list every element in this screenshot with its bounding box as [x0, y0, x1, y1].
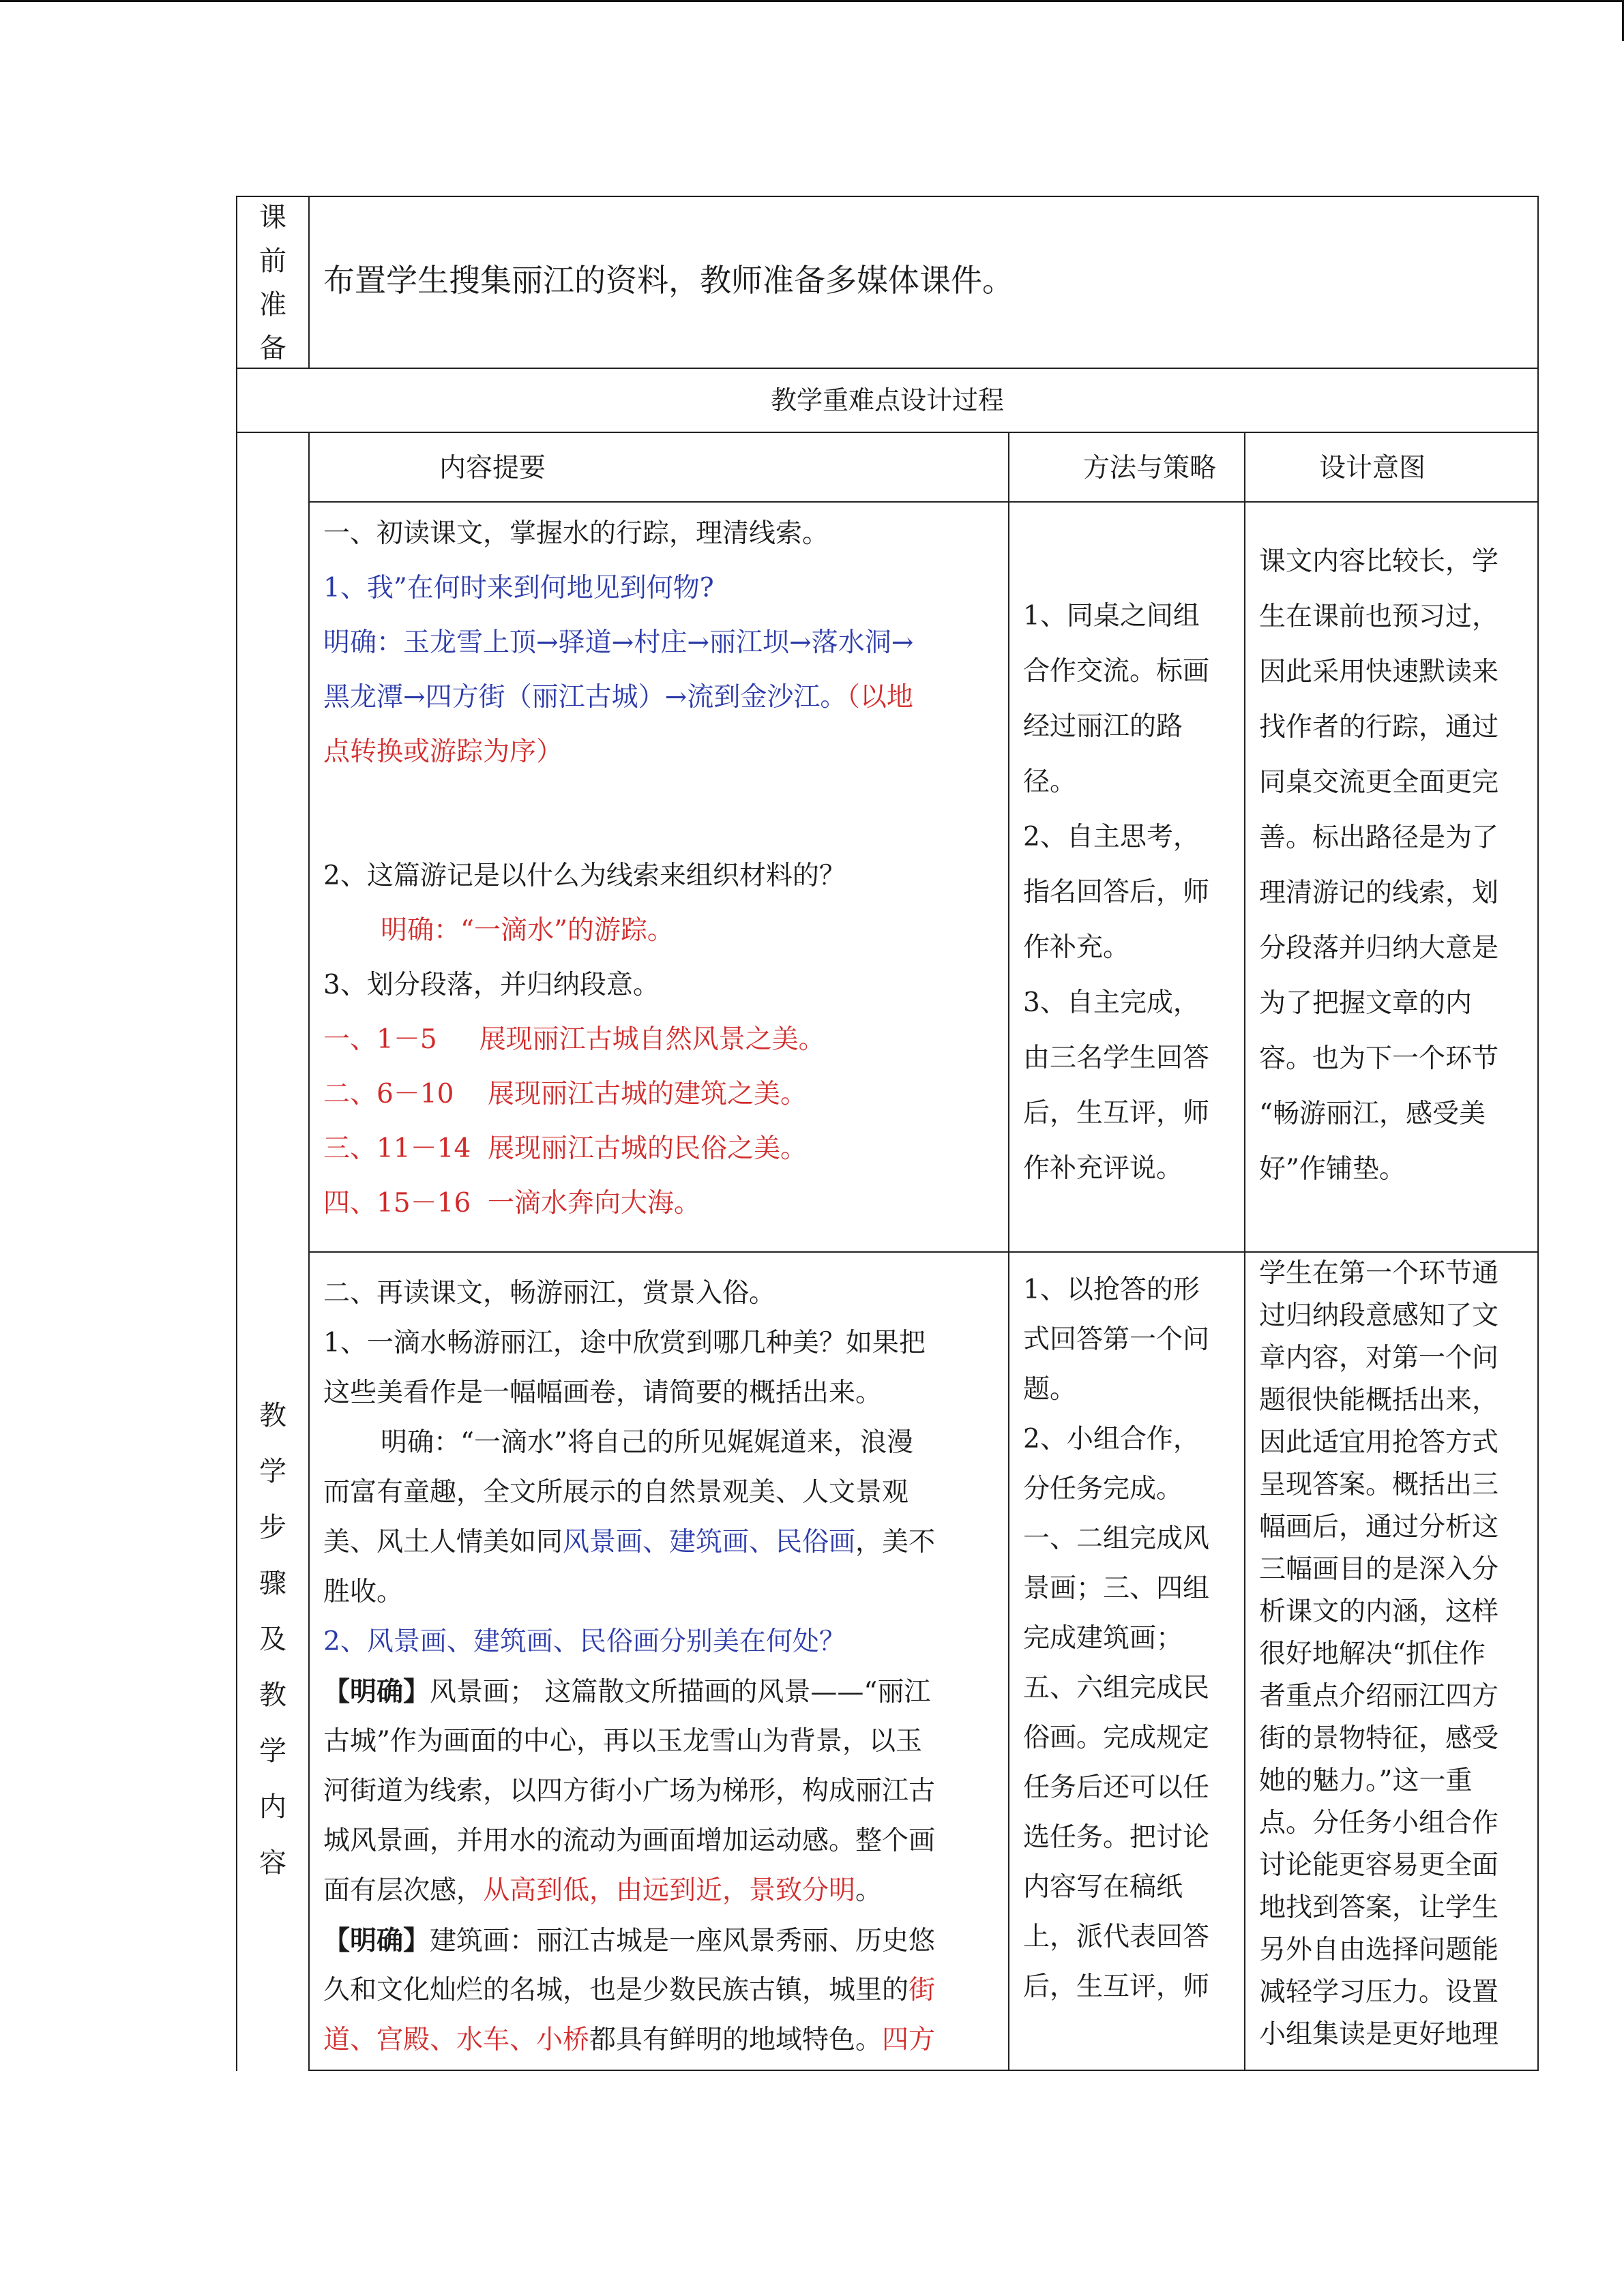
method-line: 分任务完成。 — [1023, 1474, 1183, 1504]
paragraph-division: 三、11－14 展现丽江古城的民俗之美。 — [323, 1133, 808, 1164]
block1-line: 点转换或游踪为序） — [323, 736, 563, 767]
highlight-text: 街 — [909, 1975, 936, 2006]
method-line: 上，派代表回答 — [1023, 1922, 1210, 1952]
side-label-char: 学 — [259, 1735, 286, 1767]
method-line: 作补充。 — [1023, 932, 1130, 963]
text-segment: 建筑画：丽江古城是一座风景秀丽、历史悠 — [430, 1926, 936, 1956]
block2-line: 这些美看作是一幅幅画卷，请简要的概括出来。 — [323, 1377, 883, 1408]
side-label-char: 教 — [259, 1400, 286, 1431]
intent-line: 题很快能概括出来， — [1259, 1385, 1499, 1416]
intent-line: 为了把握文章的内 — [1259, 988, 1473, 1019]
side-label-char: 骤 — [259, 1568, 286, 1599]
method-line: 一、二组完成风 — [1023, 1523, 1210, 1554]
method-line: 指名回答后，师 — [1023, 877, 1210, 908]
prep-label-char: 准 — [259, 289, 286, 320]
text-segment: 都具有鲜明的地域特色。 — [589, 2025, 883, 2055]
side-label-char: 学 — [259, 1456, 286, 1487]
intent-line: 者重点介绍丽江四方 — [1259, 1681, 1499, 1712]
intent-line: 理清游记的线索，划 — [1259, 878, 1499, 908]
side-label-char: 步 — [259, 1512, 286, 1543]
intent-line: 过归纳段意感知了文 — [1259, 1300, 1499, 1331]
intent-line: 另外自由选择问题能 — [1259, 1935, 1499, 1965]
block1-intent-cell — [1244, 501, 1539, 1253]
intent-line: “畅游丽江，感受美 — [1259, 1099, 1486, 1129]
block2-line: 而富有童趣，全文所展示的自然景观美、人文景观 — [323, 1477, 909, 1508]
text-segment: 面有层次感， — [323, 1875, 484, 1906]
method-line: 2、自主思考， — [1023, 822, 1200, 852]
intent-line: 因此采用快速默读来 — [1259, 657, 1499, 687]
route-text: 黑龙潭→四方街（丽江古城）→流到金沙江。 — [323, 682, 847, 713]
prep-content: 布置学生搜集丽江的资料，教师准备多媒体课件。 — [323, 262, 1014, 299]
block2-line: 城风景画，并用水的流动为画面增加运动感。整个画 — [323, 1825, 936, 1856]
intent-line: 街的景物特征，感受 — [1259, 1723, 1499, 1754]
answer-tag: 【明确】 — [323, 1676, 430, 1708]
paragraph-division: 二、6－10 展现丽江古城的建筑之美。 — [323, 1079, 808, 1109]
intent-line: 地找到答案，让学生 — [1259, 1892, 1499, 1923]
intent-line: 好”作铺垫。 — [1259, 1154, 1406, 1184]
intent-line: 找作者的行踪，通过 — [1259, 712, 1499, 743]
block2-line — [323, 1665, 930, 1720]
answer-tag: 【明确】 — [323, 1925, 430, 1956]
prep-content-cell — [308, 196, 1539, 369]
prep-label-char: 备 — [259, 333, 286, 364]
block2-line: 二、再读课文，畅游丽江，赏景入俗。 — [323, 1278, 776, 1309]
intent-line: 因此适宜用抢答方式 — [1259, 1427, 1499, 1458]
block2-line — [323, 1864, 882, 1918]
header-intent: 设计意图 — [1319, 453, 1426, 483]
text-segment: 。 — [855, 1875, 883, 1906]
paragraph-division: 一、1－5 展现丽江古城自然风景之美。 — [323, 1024, 825, 1055]
block2-line: 古城”作为画面的中心，再以玉龙雪山为背景，以玉 — [323, 1726, 922, 1757]
block2-intent-cell — [1244, 1251, 1539, 2071]
method-line: 五、六组完成民 — [1023, 1673, 1210, 1703]
block2-line — [323, 1515, 935, 1570]
intent-line: 小组集读是更好地理 — [1259, 2019, 1499, 2050]
method-line: 径。 — [1023, 766, 1077, 797]
block2-line — [323, 2013, 935, 2068]
block2-line — [323, 1913, 935, 1969]
method-line: 经过丽江的路 — [1023, 711, 1183, 742]
intent-line: 点。分任务小组合作 — [1259, 1808, 1499, 1838]
method-line: 后，生互评，师 — [1023, 1098, 1210, 1129]
intent-line: 分段落并归纳大意是 — [1259, 933, 1499, 964]
intent-line: 减轻学习压力。设置 — [1259, 1977, 1499, 2008]
three-paintings: 风景画、建筑画、民俗画 — [563, 1527, 856, 1557]
intent-line: 生在课前也预习过， — [1259, 601, 1499, 632]
block1-route-line: 明确：玉龙雪上顶→驿道→村庄→丽江坝→落水洞→ — [323, 627, 914, 658]
header-intent-cell — [1244, 432, 1539, 503]
side-label-char: 内 — [259, 1791, 286, 1823]
intent-line: 课文内容比较长，学 — [1259, 546, 1499, 577]
prep-label-char: 课 — [259, 202, 286, 233]
method-line: 式回答第一个问 — [1023, 1324, 1210, 1355]
highlight-text: 从高到低，由远到近，景致分明 — [483, 1875, 856, 1906]
method-line: 选任务。把讨论 — [1023, 1822, 1210, 1853]
intent-line: 呈现答案。概括出三 — [1259, 1470, 1499, 1500]
intent-line: 幅画后，通过分析这 — [1259, 1512, 1499, 1542]
intent-line: 容。也为下一个环节 — [1259, 1043, 1499, 1074]
header-content-cell — [308, 432, 1009, 503]
method-line: 1、同桌之间组 — [1023, 601, 1200, 631]
method-line: 作补充评说。 — [1023, 1153, 1183, 1184]
text-segment: 美、风土人情美如同 — [323, 1527, 563, 1557]
block1-line: 3、划分段落，并归纳段意。 — [323, 970, 660, 1000]
prep-label-char: 前 — [259, 245, 286, 277]
header-content: 内容提要 — [439, 453, 546, 483]
text-segment: 久和文化灿烂的名城，也是少数民族古镇，城里的 — [323, 1975, 909, 2006]
method-line: 由三名学生回答 — [1023, 1043, 1210, 1073]
block1-line: 2、这篇游记是以什么为线索来组织材料的？ — [323, 861, 846, 891]
route-note: （以地 — [846, 682, 913, 713]
highlight-text: 道、宫殿、水车、小桥 — [323, 2025, 590, 2055]
header-method: 方法与策略 — [1083, 453, 1217, 483]
intent-line: 善。标出路径是为了 — [1259, 822, 1499, 853]
block2-line: 明确：“一滴水”将自己的所见娓娓道来，浪漫 — [381, 1427, 913, 1458]
intent-line: 同桌交流更全面更完 — [1259, 767, 1499, 798]
side-label-char: 及 — [259, 1624, 286, 1655]
block2-question: 2、风景画、建筑画、民俗画分别美在何处？ — [323, 1626, 846, 1657]
method-line: 3、自主完成， — [1023, 987, 1200, 1018]
intent-line: 章内容，对第一个问 — [1259, 1343, 1499, 1373]
intent-line: 析课文的内涵，这样 — [1259, 1596, 1499, 1627]
method-line: 题。 — [1023, 1374, 1077, 1405]
block1-line: 一、初读课文，掌握水的行踪，理清线索。 — [323, 518, 829, 549]
method-line: 俗画。完成规定 — [1023, 1723, 1210, 1753]
method-line: 2、小组合作， — [1023, 1424, 1200, 1455]
section-title: 教学重难点设计过程 — [770, 385, 1004, 415]
method-line: 1、以抢答的形 — [1023, 1274, 1200, 1305]
side-label-char: 容 — [259, 1847, 286, 1879]
text-segment: ，美不 — [855, 1527, 936, 1557]
method-line: 完成建筑画； — [1023, 1623, 1183, 1654]
method-line: 内容写在稿纸 — [1023, 1872, 1183, 1903]
method-line: 景画；三、四组 — [1023, 1573, 1210, 1604]
method-line: 任务后还可以任 — [1023, 1772, 1210, 1803]
highlight-text: 四方 — [882, 2025, 936, 2055]
intent-line: 讨论能更容易更全面 — [1259, 1850, 1499, 1881]
top-border-line — [0, 0, 1624, 2]
method-line: 后，生互评，师 — [1023, 1971, 1210, 2002]
block2-content-cell — [308, 1251, 1009, 2071]
block1-method-cell — [1008, 501, 1245, 1253]
block2-line — [323, 1963, 935, 2018]
text-segment: 风景画； 这篇散文所描画的风景——“丽江 — [430, 1677, 931, 1708]
block2-line: 1、一滴水畅游丽江，途中欣赏到哪几种美？如果把 — [323, 1328, 926, 1358]
lesson-plan-table — [236, 196, 1539, 2071]
block1-content-cell — [308, 501, 1009, 1253]
section-title-cell — [236, 368, 1539, 433]
prep-label-cell — [236, 196, 310, 369]
intent-line: 她的魅力。”这一重 — [1259, 1765, 1473, 1796]
block2-line: 胜收。 — [323, 1577, 404, 1607]
block2-method-cell — [1008, 1251, 1245, 2071]
header-method-cell — [1008, 432, 1245, 503]
intent-line: 很好地解决“抓住作 — [1259, 1639, 1486, 1669]
side-label-char: 教 — [259, 1680, 286, 1711]
block1-line: 明确：“一滴水”的游踪。 — [381, 915, 674, 946]
method-line: 合作交流。标画 — [1023, 656, 1210, 687]
intent-line: 学生在第一个环节通 — [1259, 1258, 1499, 1289]
block1-line: 1、我”在何时来到何地见到何物? — [323, 573, 714, 603]
paragraph-division: 四、15－16 一滴水奔向大海。 — [323, 1188, 701, 1219]
block1-route-line — [323, 670, 913, 725]
side-label-cell — [236, 432, 310, 2071]
intent-line: 三幅画目的是深入分 — [1259, 1554, 1499, 1585]
block2-line: 河街道为线索，以四方街小广场为梯形，构成丽江古 — [323, 1776, 936, 1806]
